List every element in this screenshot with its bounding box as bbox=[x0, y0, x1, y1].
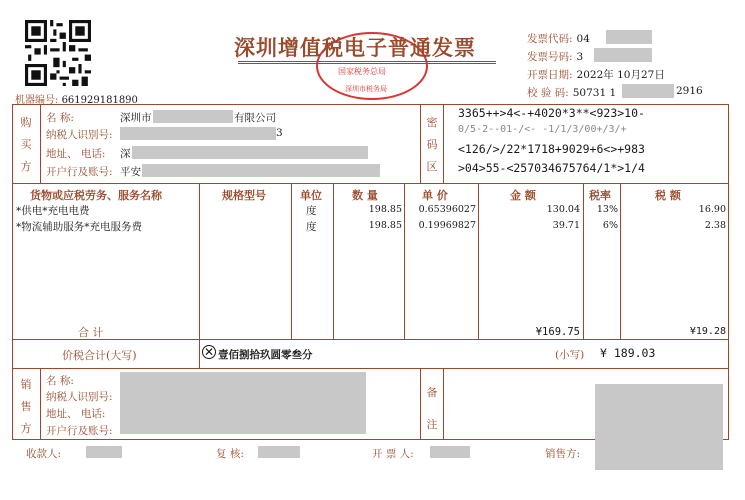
col-divider bbox=[40, 104, 41, 183]
redaction bbox=[86, 446, 122, 458]
reviewer-label: 复 核: bbox=[216, 448, 244, 460]
payee-label: 收款人: bbox=[26, 448, 62, 460]
item-price: 0.65396027 bbox=[418, 204, 476, 215]
item-qty: 198.85 bbox=[368, 204, 402, 215]
row-divider bbox=[12, 183, 729, 184]
redaction bbox=[120, 372, 366, 434]
invoice-number bbox=[527, 49, 583, 64]
col-divider bbox=[443, 368, 444, 440]
machine-number-value: 661929181890 bbox=[61, 95, 138, 106]
issue-date bbox=[527, 67, 665, 82]
col-header-amount: 金 额 bbox=[510, 189, 536, 202]
total-tax: ¥19.28 bbox=[689, 326, 726, 337]
item-unit: 度 bbox=[306, 205, 317, 217]
invoice-code-label: 发票代码: bbox=[527, 33, 573, 45]
col-header-qty: 数 量 bbox=[352, 189, 378, 202]
invoice-number-value: 3 bbox=[576, 51, 584, 63]
password-line: 0/5-2--01-/<- -1/1/3/00+/3/+ bbox=[458, 124, 627, 135]
buyer-bank-label: 开户行及账号: bbox=[46, 166, 113, 178]
seller-address-label: 地址、 电话: bbox=[46, 408, 106, 420]
redaction bbox=[594, 48, 652, 62]
issuer-label: 开 票 人: bbox=[372, 448, 414, 460]
item-amount: 39.71 bbox=[552, 220, 580, 231]
col-divider bbox=[199, 339, 200, 368]
invoice-code-value: 04 bbox=[576, 33, 590, 45]
buyer-name-value: 深圳市 bbox=[120, 112, 152, 124]
col-divider bbox=[420, 104, 421, 183]
grand-total-words: 壹佰捌拾玖圆零叁分 bbox=[218, 349, 313, 361]
col-divider bbox=[199, 183, 200, 339]
item-unit: 度 bbox=[306, 221, 317, 233]
seller-section-label: 销售方 bbox=[20, 378, 32, 435]
seller-tax-id-label: 纳税人识别号: bbox=[46, 391, 113, 403]
machine-number-label: 机器编号: bbox=[15, 95, 59, 106]
col-header-price: 单 价 bbox=[422, 189, 448, 202]
password-line: >04>55-<257034675764/1*>1/4 bbox=[458, 161, 645, 175]
grand-total-small-value: ¥ 189.03 bbox=[600, 346, 656, 360]
buyer-tax-id-label: 纳税人识别号: bbox=[46, 129, 113, 141]
buyer-address-value: 深 bbox=[120, 148, 131, 160]
redaction bbox=[258, 446, 300, 458]
check-code-tail: 2916 bbox=[676, 85, 703, 97]
issue-date-value: 2022年 10月27日 bbox=[576, 69, 665, 81]
seller-footer-label: 销售方: bbox=[545, 448, 581, 460]
password-area-label: 密码区 bbox=[426, 116, 438, 173]
grand-total-label: 价税合计(大写) bbox=[62, 349, 137, 362]
invoice-code bbox=[527, 31, 590, 46]
redaction bbox=[153, 110, 233, 123]
redaction bbox=[595, 384, 723, 470]
qr-code bbox=[25, 20, 91, 86]
col-divider bbox=[443, 104, 444, 183]
redaction bbox=[430, 446, 470, 458]
redaction bbox=[606, 30, 652, 44]
item-rate: 6% bbox=[602, 220, 618, 231]
col-header-rate: 税率 bbox=[589, 189, 611, 202]
row-divider bbox=[12, 368, 729, 369]
seller-bank-label: 开户行及账号: bbox=[46, 425, 113, 437]
buyer-address-label: 地址、 电话: bbox=[46, 148, 106, 160]
col-divider bbox=[291, 183, 292, 339]
item-tax: 16.90 bbox=[698, 204, 726, 215]
buyer-bank-value: 平安 bbox=[120, 166, 141, 178]
col-divider bbox=[333, 183, 334, 339]
buyer-section-label: 购买方 bbox=[20, 116, 32, 173]
buyer-tax-id-value: 3 bbox=[276, 127, 283, 139]
check-code-label: 校 验 码: bbox=[527, 87, 569, 99]
col-divider bbox=[40, 368, 41, 440]
check-code-value: 50731 1 bbox=[572, 87, 617, 99]
remarks-label: 备注 bbox=[426, 386, 438, 431]
buyer-name-suffix: 有限公司 bbox=[234, 112, 276, 124]
redaction bbox=[132, 146, 368, 159]
seal-line-1: 国家税务总局 bbox=[338, 67, 386, 76]
col-divider bbox=[620, 183, 621, 339]
password-line: 3365++>4<-+4020*3**<923>10- bbox=[458, 106, 645, 120]
total-label: 合 计 bbox=[78, 326, 104, 339]
issue-date-label: 开票日期: bbox=[527, 69, 573, 81]
row-divider bbox=[12, 339, 729, 340]
buyer-name-label: 名 称: bbox=[46, 112, 74, 124]
cross-circle-icon: ✕ bbox=[203, 345, 215, 359]
redaction bbox=[120, 127, 276, 140]
item-price: 0.19969827 bbox=[418, 220, 476, 231]
check-code bbox=[527, 85, 616, 100]
grand-total-small-label: (小写) bbox=[555, 349, 585, 361]
title-underline bbox=[238, 61, 496, 64]
item-tax: 2.38 bbox=[704, 220, 726, 231]
col-header-unit: 单位 bbox=[300, 189, 322, 202]
seal-line-2: 深圳市税务局 bbox=[345, 85, 387, 93]
item-name: *物流辅助服务*充电服务费 bbox=[16, 221, 142, 233]
item-rate: 13% bbox=[596, 204, 618, 215]
item-qty: 198.85 bbox=[368, 220, 402, 231]
password-line: <126/>/22*1718+9029+6<>+983 bbox=[458, 142, 645, 156]
item-amount: 130.04 bbox=[546, 204, 580, 215]
redaction bbox=[622, 84, 674, 98]
col-header-name: 货物或应税劳务、服务名称 bbox=[30, 189, 162, 202]
col-header-tax: 税 额 bbox=[655, 189, 681, 202]
redaction bbox=[142, 164, 380, 177]
col-divider bbox=[478, 183, 479, 339]
col-divider bbox=[420, 368, 421, 440]
invoice-number-label: 发票号码: bbox=[527, 51, 573, 63]
invoice-title: 深圳增值税电子普通发票 bbox=[234, 35, 476, 60]
col-divider bbox=[404, 183, 405, 339]
col-header-spec: 规格型号 bbox=[222, 189, 266, 202]
seller-name-label: 名 称: bbox=[46, 375, 74, 387]
total-amount: ¥169.75 bbox=[535, 326, 580, 338]
item-name: *供电*充电电费 bbox=[16, 205, 90, 217]
